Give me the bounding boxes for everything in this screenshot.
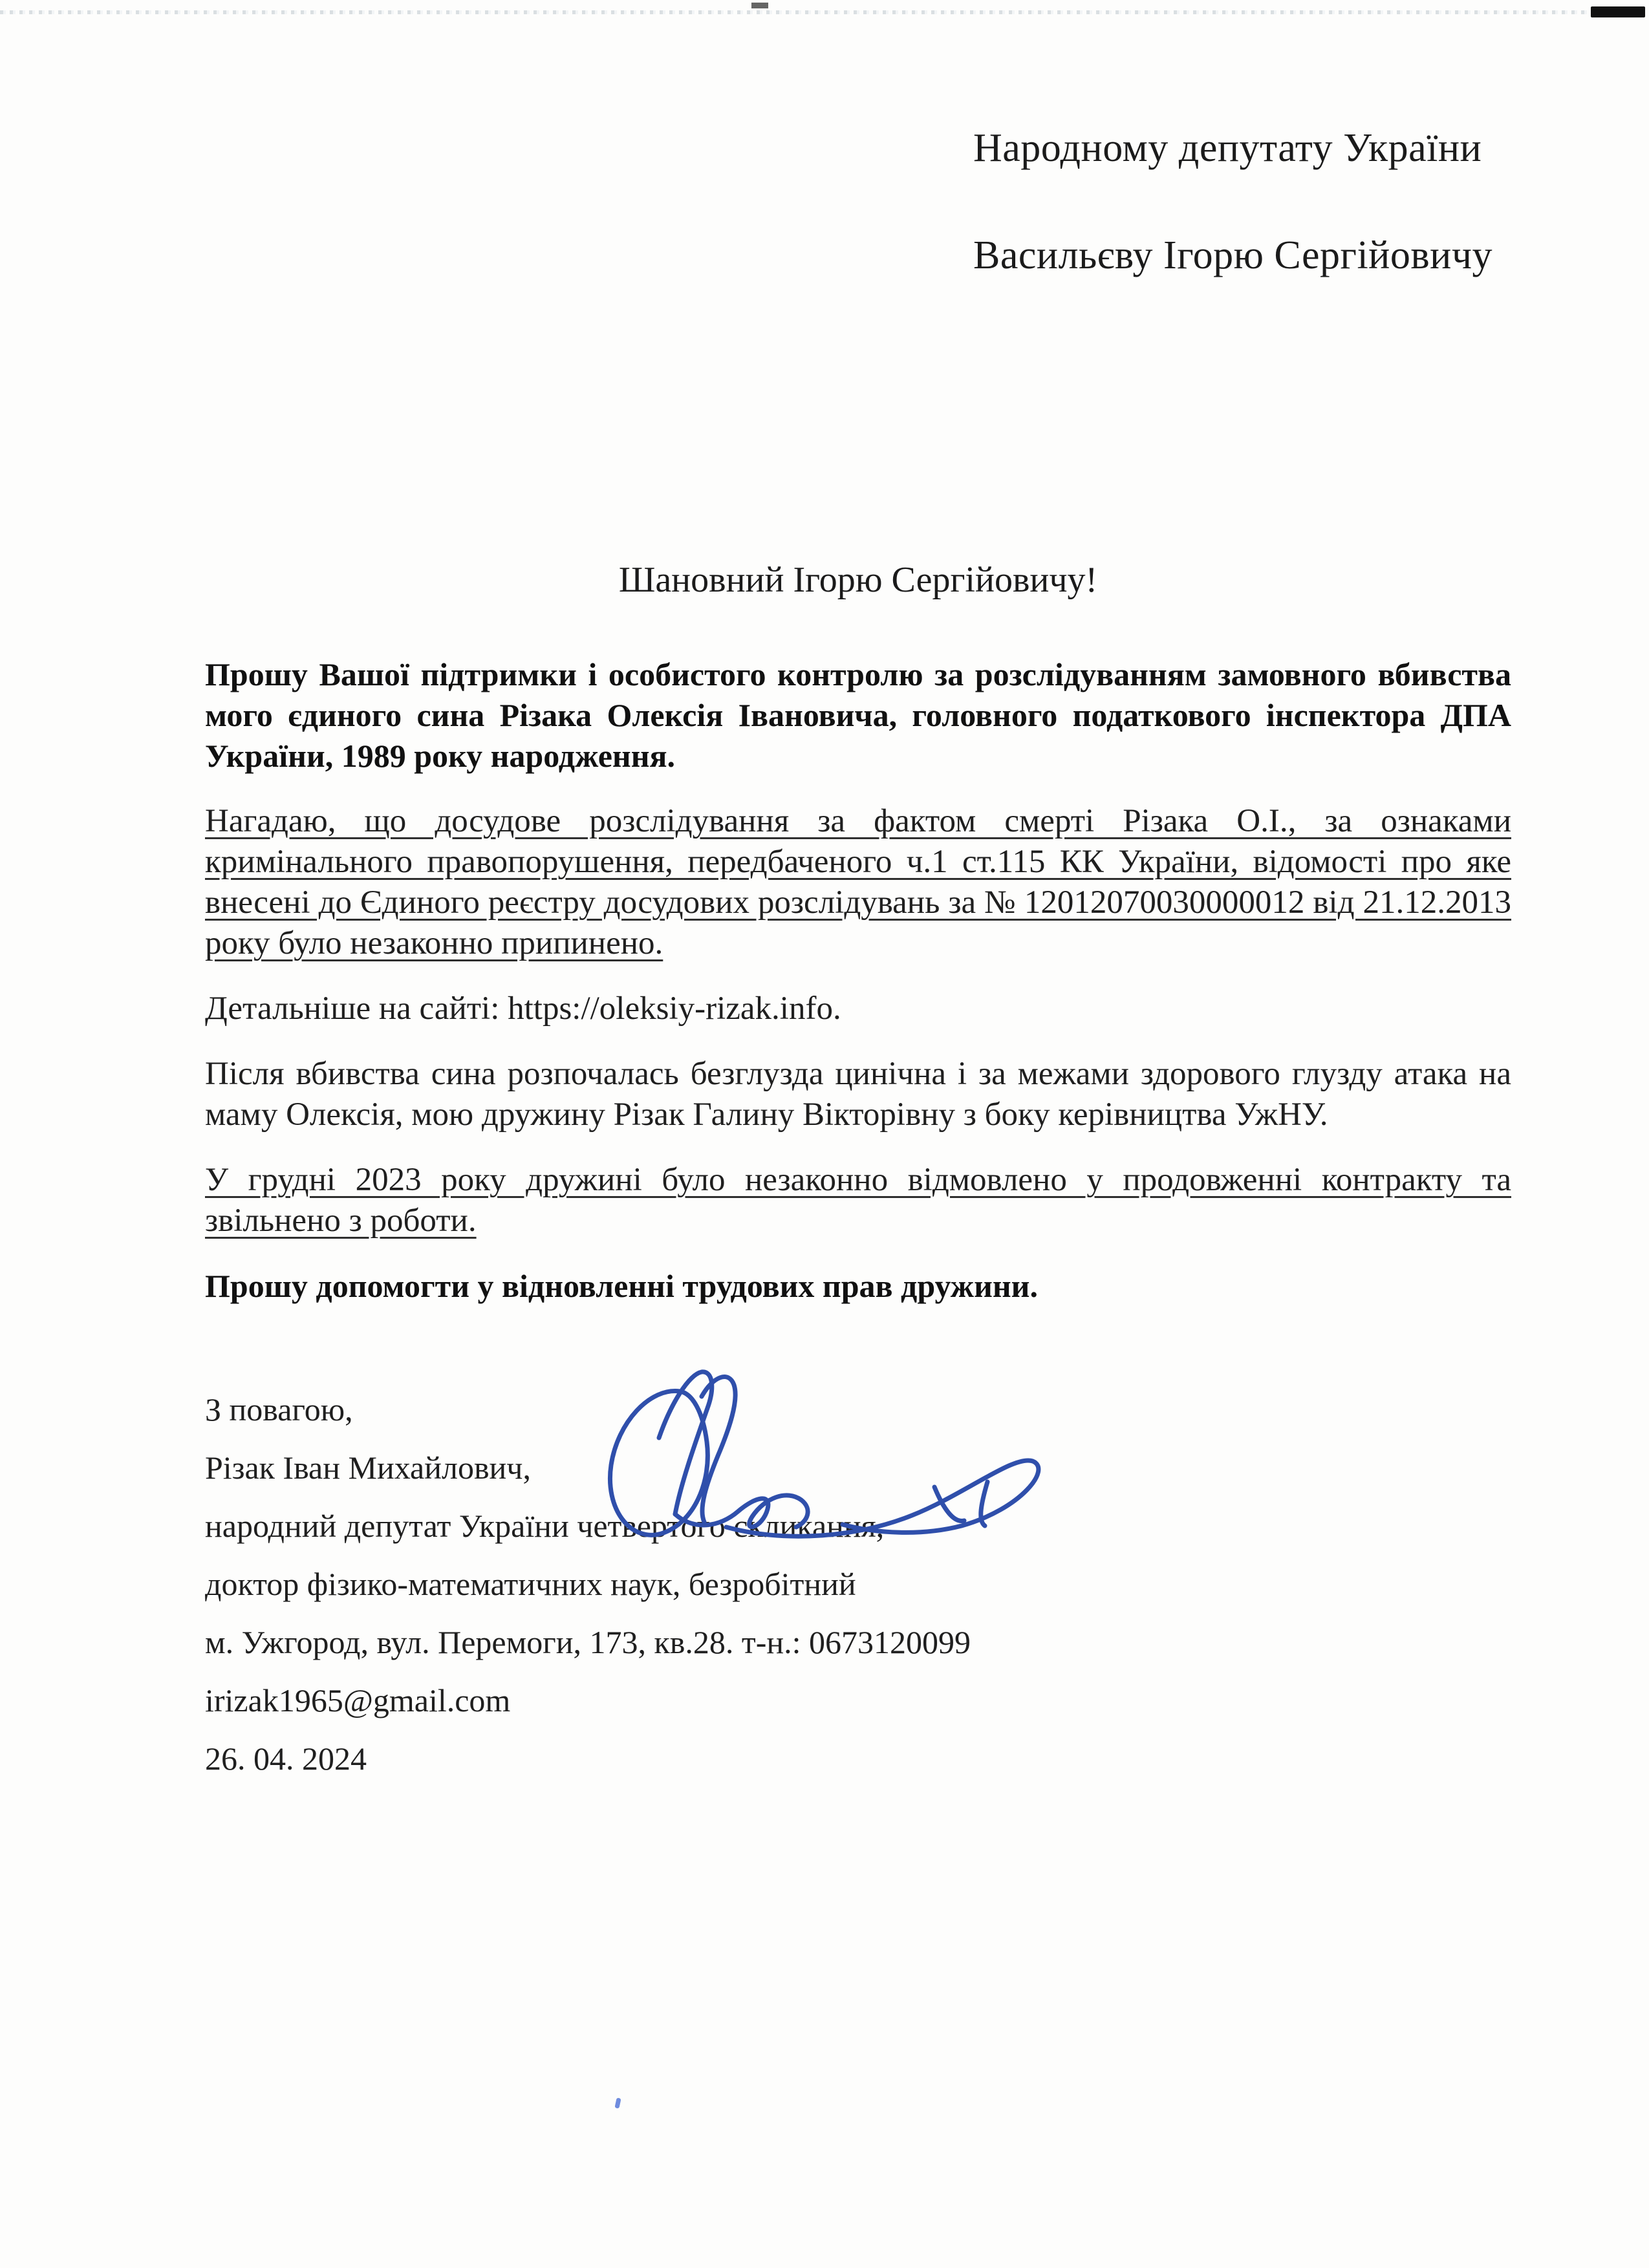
recipient-name: Васильєву Ігорю Сергійовичу	[973, 233, 1493, 277]
paragraph-main-request: Прошу Вашої підтримки і особистого контролю за розслідуванням замовного вбивства мого єдиного сина Різака Олексія Івановича, головного податкового інспектора ДПА України, 1989 року народження.	[205, 656, 1511, 774]
closing-regards: З повагою,	[205, 1391, 353, 1428]
recipient-title: Народному депутату України	[973, 126, 1482, 170]
paragraph-dismissal: У грудні 2023 року дружині було незаконно відмовлено у продовженні контракту та звільнено з роботи.	[205, 1162, 1511, 1239]
scan-mark-top-center	[751, 3, 768, 8]
closing-email: irizak1965@gmail.com	[205, 1682, 511, 1718]
salutation: Шановний Ігорю Сергійовичу!	[618, 560, 1098, 600]
closing-date: 26. 04. 2024	[205, 1740, 367, 1777]
paragraph-attack-on-wife: Після вбивства сина розпочалась безглузда цинічна і за межами здорового глузду атака на маму Олексія, мою дружину Різак Галину Вікторівну з боку керівництва УжНУ.	[205, 1056, 1511, 1133]
scan-ink-speck	[614, 2097, 621, 2108]
closing-title-doctor: доктор фізико-математичних наук, безробітний	[205, 1566, 856, 1602]
paragraph-help-request: Прошу допомогти у відновленні трудових прав дружини.	[205, 1268, 1038, 1304]
recipient-block	[973, 124, 1555, 279]
scan-mark-top-right	[1591, 6, 1645, 17]
paragraph-case-details: Нагадаю, що досудове розслідування за фактом смерті Різака О.І., за ознаками кримінального правопорушення, передбаченого ч.1 ст.115 КК України, відомості про яке внесені до Єдиного реєстру досудових розслідувань за № 12012070030000012 від 21.12.2013 року було незаконно припинено.	[205, 803, 1511, 961]
closing-address-phone: м. Ужгород, вул. Перемоги, 173, кв.28. т-н.: 0673120099	[205, 1624, 971, 1660]
letter-body	[205, 654, 1511, 1331]
paragraph-website: Детальніше на сайті: https://oleksiy-rizak.info.	[205, 990, 841, 1027]
closing-name: Різак Іван Михайлович,	[205, 1450, 531, 1486]
scan-noise-line	[0, 10, 1649, 14]
closing-title-deputy: народний депутат України четвертого скликання,	[205, 1508, 885, 1544]
handwritten-signature	[572, 1358, 1077, 1578]
